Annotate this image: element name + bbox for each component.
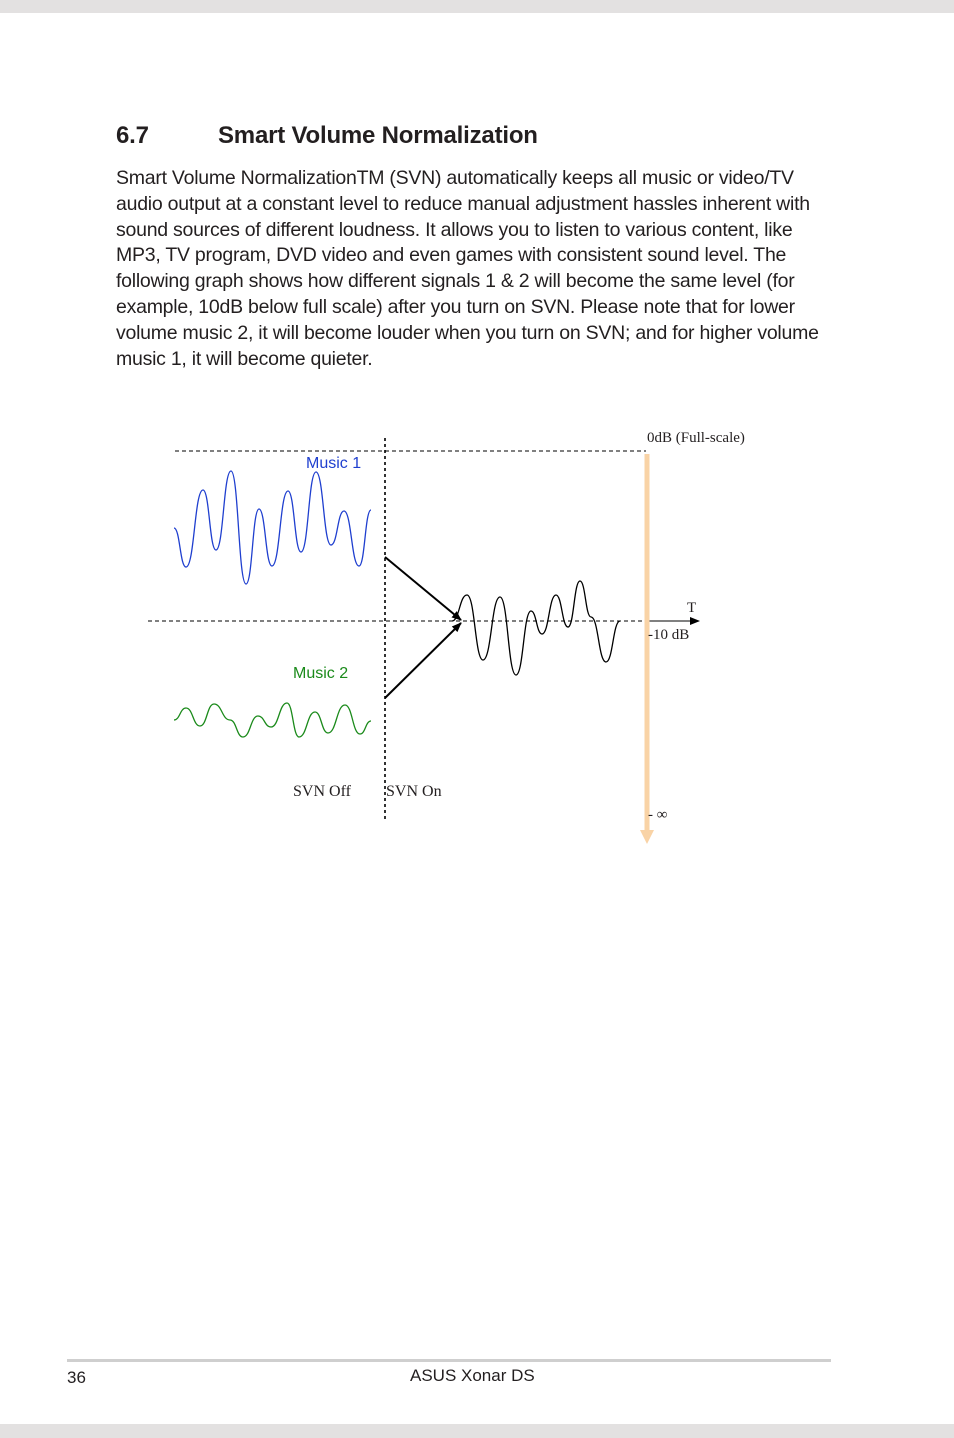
- normalized-output-waveform: [452, 581, 620, 675]
- neg-infinity-label: - ∞: [648, 807, 668, 823]
- music1-waveform: [174, 471, 371, 584]
- bottom-band: [0, 1424, 954, 1438]
- time-label: T: [687, 600, 697, 616]
- section-title: Smart Volume Normalization: [218, 122, 538, 149]
- music1-label: Music 1: [306, 455, 362, 472]
- level-arrow-head: [640, 830, 654, 844]
- full-scale-label: 0dB (Full-scale): [647, 430, 745, 446]
- music2-to-output-arrow: [385, 623, 461, 698]
- level-label: -10 dB: [648, 627, 690, 643]
- svn-off-label: SVN Off: [293, 783, 351, 800]
- section-heading: [116, 122, 538, 150]
- footer-rule: [67, 1359, 831, 1362]
- music2-label: Music 2: [293, 665, 349, 682]
- svn-diagram: [0, 420, 954, 860]
- music2-waveform: [174, 703, 371, 737]
- page-number: 36: [67, 1368, 86, 1387]
- music1-to-output-arrow: [385, 557, 461, 620]
- svn-on-label: SVN On: [386, 783, 442, 800]
- section-paragraph: Smart Volume NormalizationTM (SVN) automatically keeps all music or video/TV audio output at a constant level to reduce manual adjustment hassles inherent with sound sources of different loudness. It allows you to listen to various content, like MP3, TV program, DVD video and even games with consistent sound level. The following graph shows how different signals 1 & 2 will become the same level (for example, 10dB below full scale) after you turn on SVN. Please note that for lower volume music 2, it will become louder when you turn on SVN; and for higher volume music 1, it will become quieter.: [116, 167, 819, 370]
- footer-title: ASUS Xonar DS: [410, 1366, 535, 1385]
- section-number: 6.7: [116, 122, 149, 149]
- top-band: [0, 0, 954, 13]
